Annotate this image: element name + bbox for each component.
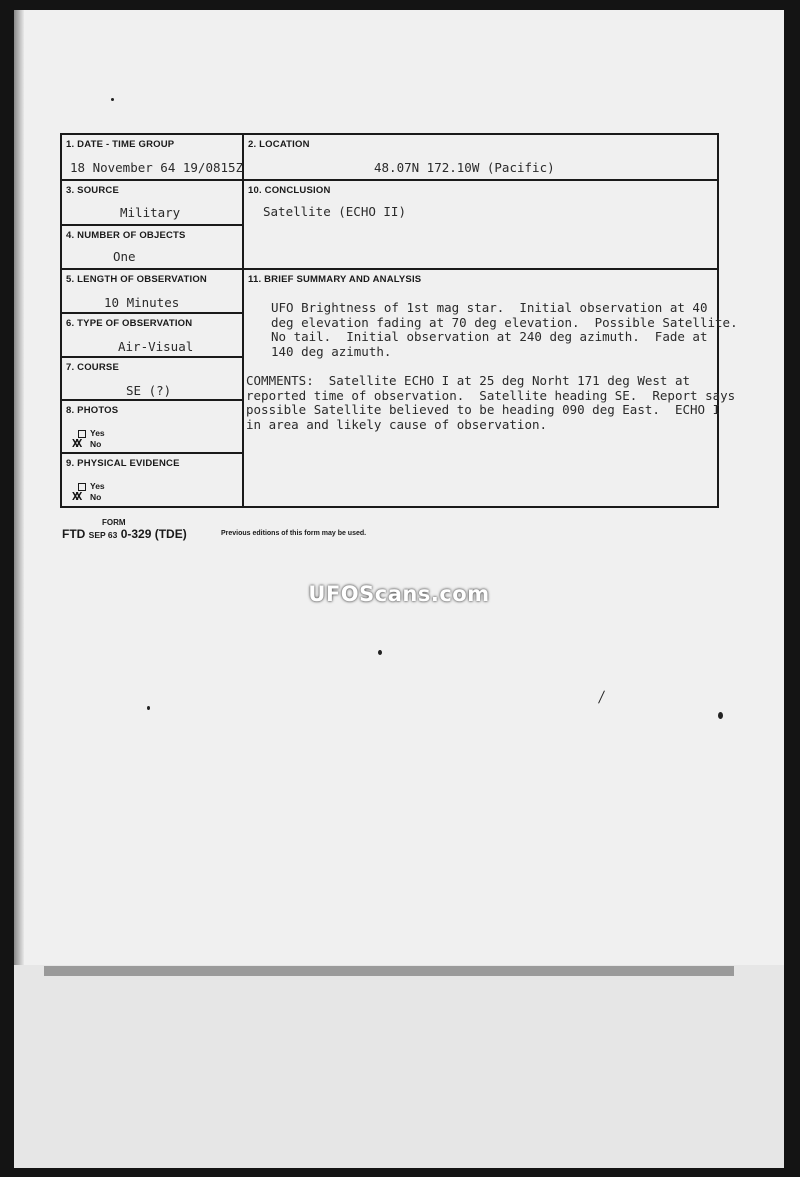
type-of-observation-cell — [62, 314, 242, 358]
dust-speck — [378, 650, 382, 655]
physical-evidence-yes-label: Yes — [90, 481, 105, 491]
conclusion-cell — [244, 181, 717, 270]
page-lower-area — [14, 965, 784, 1168]
source-cell — [62, 181, 242, 226]
location-value: 48.07N 172.10W (Pacific) — [374, 160, 555, 175]
length-of-observation-label: 5. LENGTH OF OBSERVATION — [66, 274, 207, 285]
conclusion-label: 10. CONCLUSION — [248, 185, 331, 196]
length-of-observation-cell — [62, 270, 242, 314]
physical-evidence-label: 9. PHYSICAL EVIDENCE — [66, 458, 180, 469]
location-label: 2. LOCATION — [248, 139, 310, 150]
physical-evidence-cell — [62, 454, 242, 506]
photos-no-option — [72, 437, 102, 450]
previous-editions-note: Previous editions of this form may be used. — [221, 530, 367, 537]
watermark: UFOScans.com — [308, 582, 490, 606]
length-of-observation-value: 10 Minutes — [104, 295, 180, 310]
type-of-observation-value: Air-Visual — [118, 339, 194, 354]
scanned-page — [14, 10, 784, 1168]
course-cell — [62, 358, 242, 401]
photos-label: 8. PHOTOS — [66, 405, 119, 416]
physical-evidence-no-x-mark: XX — [72, 490, 80, 503]
date-time-group-value: 18 November 64 19/0815Z — [70, 160, 244, 175]
course-label: 7. COURSE — [66, 362, 120, 373]
location-cell — [244, 135, 717, 181]
photos-yes-checkbox — [78, 430, 86, 438]
form-date: SEP 63 — [88, 530, 118, 540]
type-of-observation-label: 6. TYPE OF OBSERVATION — [66, 318, 193, 329]
summary-cell — [244, 270, 738, 506]
number-of-objects-value: One — [113, 249, 136, 264]
photos-no-label: No — [90, 439, 102, 449]
date-time-group-label: 1. DATE - TIME GROUP — [66, 139, 175, 150]
form-left-column — [62, 135, 244, 506]
number-of-objects-cell — [62, 226, 242, 270]
form-prefix: FTD — [62, 527, 86, 541]
physical-evidence-yes-checkbox — [78, 483, 86, 491]
dust-speck — [718, 712, 723, 719]
form-word: FORM — [102, 518, 126, 527]
photos-yes-label: Yes — [90, 428, 105, 438]
comments-paragraph: COMMENTS: Satellite ECHO I at 25 deg Norht 171 deg West at reported time of observation. Satellite heading SE. Report says possible Satellite believed to be heading 090 deg East. ECHO I in area and likely cause of observation. — [246, 373, 736, 432]
number-of-objects-label: 4. NUMBER OF OBJECTS — [66, 230, 186, 241]
dust-speck — [111, 98, 114, 101]
photos-cell — [62, 401, 242, 454]
ufo-report-form — [60, 133, 738, 508]
physical-evidence-no-option — [72, 490, 102, 503]
page-fold-line — [44, 966, 734, 976]
course-value: SE (?) — [126, 383, 172, 398]
physical-evidence-no-label: No — [90, 492, 102, 502]
summary-paragraph: UFO Brightness of 1st mag star. Initial observation at 40 deg elevation fading at 70 deg elevation. Possible Satellite. No tail. Initial observation at 240 deg azimuth. Fade at 140 deg azimuth. — [271, 300, 738, 359]
dust-speck — [147, 706, 150, 710]
scratch-mark — [598, 690, 605, 703]
photos-no-x-mark: XX — [72, 437, 80, 450]
source-label: 3. SOURCE — [66, 185, 120, 196]
form-identifier — [62, 527, 187, 541]
form-number: 0-329 (TDE) — [120, 527, 187, 541]
source-value: Military — [120, 205, 181, 220]
summary-label: 11. BRIEF SUMMARY AND ANALYSIS — [248, 274, 422, 285]
conclusion-value: Satellite (ECHO II) — [263, 204, 406, 219]
